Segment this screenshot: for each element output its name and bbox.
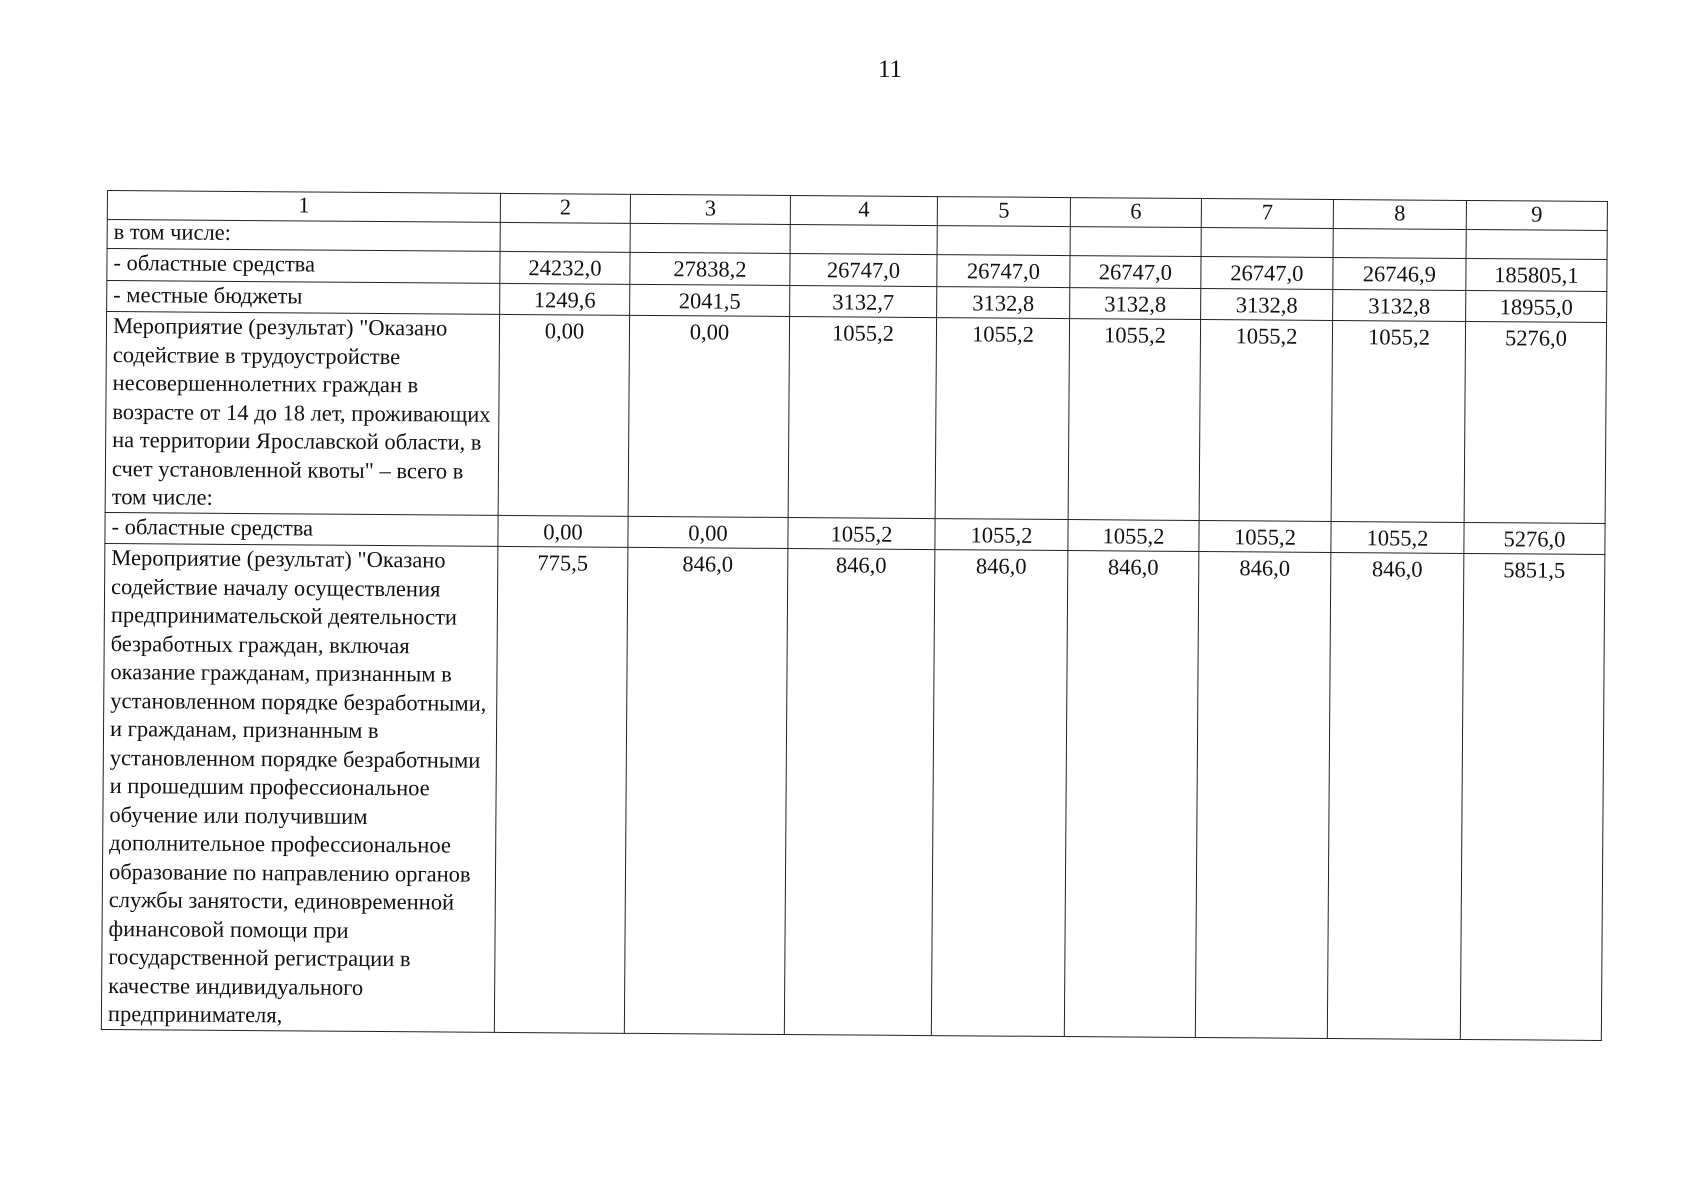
cell-value: 0,00 [628, 315, 789, 517]
header-col-2: 2 [500, 193, 630, 223]
cell-value: 3132,8 [937, 286, 1070, 318]
cell-value: 27838,2 [630, 252, 790, 285]
cell-value: 846,0 [784, 549, 935, 1036]
cell-value [1466, 229, 1607, 259]
cell-value: 1055,2 [935, 518, 1068, 550]
cell-value: 1055,2 [1331, 320, 1465, 521]
row-label: Мероприятие (результат) "Оказано содействие в трудоустройстве несовершеннолетних граждан в возрасте от 14 до 18 лет, проживающих на территории Ярославской области, в счет установленной квоты" – всего в том числе: [105, 312, 499, 515]
cell-value: 1055,2 [935, 318, 1069, 519]
cell-value [1070, 227, 1201, 257]
cell-value: 1055,2 [788, 517, 935, 550]
cell-value: 5851,5 [1460, 553, 1605, 1040]
budget-table-wrapper [101, 190, 1608, 1040]
cell-value: 26747,0 [790, 254, 937, 287]
cell-value: 2041,5 [630, 284, 790, 317]
header-col-5: 5 [937, 197, 1070, 227]
cell-value: 26747,0 [1070, 256, 1201, 288]
cell-value: 26747,0 [1201, 257, 1333, 289]
budget-table [101, 190, 1608, 1040]
cell-value: 0,00 [498, 314, 629, 515]
cell-value: 1249,6 [500, 283, 630, 315]
header-col-6: 6 [1070, 198, 1201, 228]
cell-value: 0,00 [498, 515, 628, 547]
header-col-9: 9 [1466, 200, 1607, 230]
header-col-7: 7 [1201, 199, 1333, 229]
row-label: - областные средства [107, 249, 500, 283]
cell-value: 1055,2 [1068, 319, 1200, 520]
cell-value: 1055,2 [1199, 320, 1332, 521]
header-col-1: 1 [107, 191, 500, 223]
table-row [105, 312, 1606, 523]
table-row [101, 543, 1605, 1039]
cell-value: 846,0 [1064, 551, 1199, 1037]
cell-value: 24232,0 [500, 251, 630, 283]
cell-value [630, 223, 790, 253]
cell-value: 846,0 [1327, 552, 1464, 1038]
cell-value: 1055,2 [1199, 520, 1331, 552]
row-label: - областные средства [105, 512, 498, 546]
cell-value [790, 225, 937, 255]
cell-value: 5276,0 [1464, 321, 1606, 523]
cell-value: 26746,9 [1333, 257, 1466, 289]
header-col-4: 4 [790, 196, 937, 226]
row-label: Мероприятие (результат) "Оказано содействие началу осуществления предпринимательской деятельности безработных граждан, включая оказание гражданам, признанным в установленном порядке безработными, и гражданам, признанным в установленном порядке безработными и прошедшим профессиональное обучение или получившим дополнительное профессиональное образование по направлению органов службы занятости, единовременной финансовой помощи при государственной регистрации в качестве индивидуального предпринимателя, [101, 543, 498, 1031]
cell-value: 846,0 [1195, 552, 1331, 1038]
header-col-8: 8 [1333, 199, 1466, 229]
cell-value: 18955,0 [1466, 290, 1607, 323]
cell-value: 1055,2 [788, 317, 936, 519]
cell-value: 3132,8 [1070, 287, 1201, 319]
cell-value: 5276,0 [1464, 522, 1605, 555]
cell-value: 846,0 [624, 547, 788, 1034]
cell-value [1201, 228, 1333, 258]
cell-value: 26747,0 [937, 255, 1070, 287]
cell-value: 775,5 [494, 546, 628, 1032]
cell-value: 185805,1 [1466, 258, 1607, 291]
cell-value [1333, 228, 1466, 258]
row-label: в том числе: [107, 220, 500, 252]
cell-value [937, 226, 1070, 256]
cell-value: 1055,2 [1068, 519, 1199, 551]
cell-value [500, 222, 630, 252]
cell-value: 3132,8 [1333, 289, 1466, 321]
cell-value: 0,00 [628, 516, 788, 549]
cell-value: 3132,8 [1201, 288, 1333, 320]
page-number: 11 [877, 56, 903, 83]
cell-value: 846,0 [931, 550, 1068, 1036]
cell-value: 3132,7 [790, 285, 937, 318]
row-label: - местные бюджеты [107, 280, 500, 314]
cell-value: 1055,2 [1331, 521, 1464, 553]
header-col-3: 3 [630, 194, 790, 224]
